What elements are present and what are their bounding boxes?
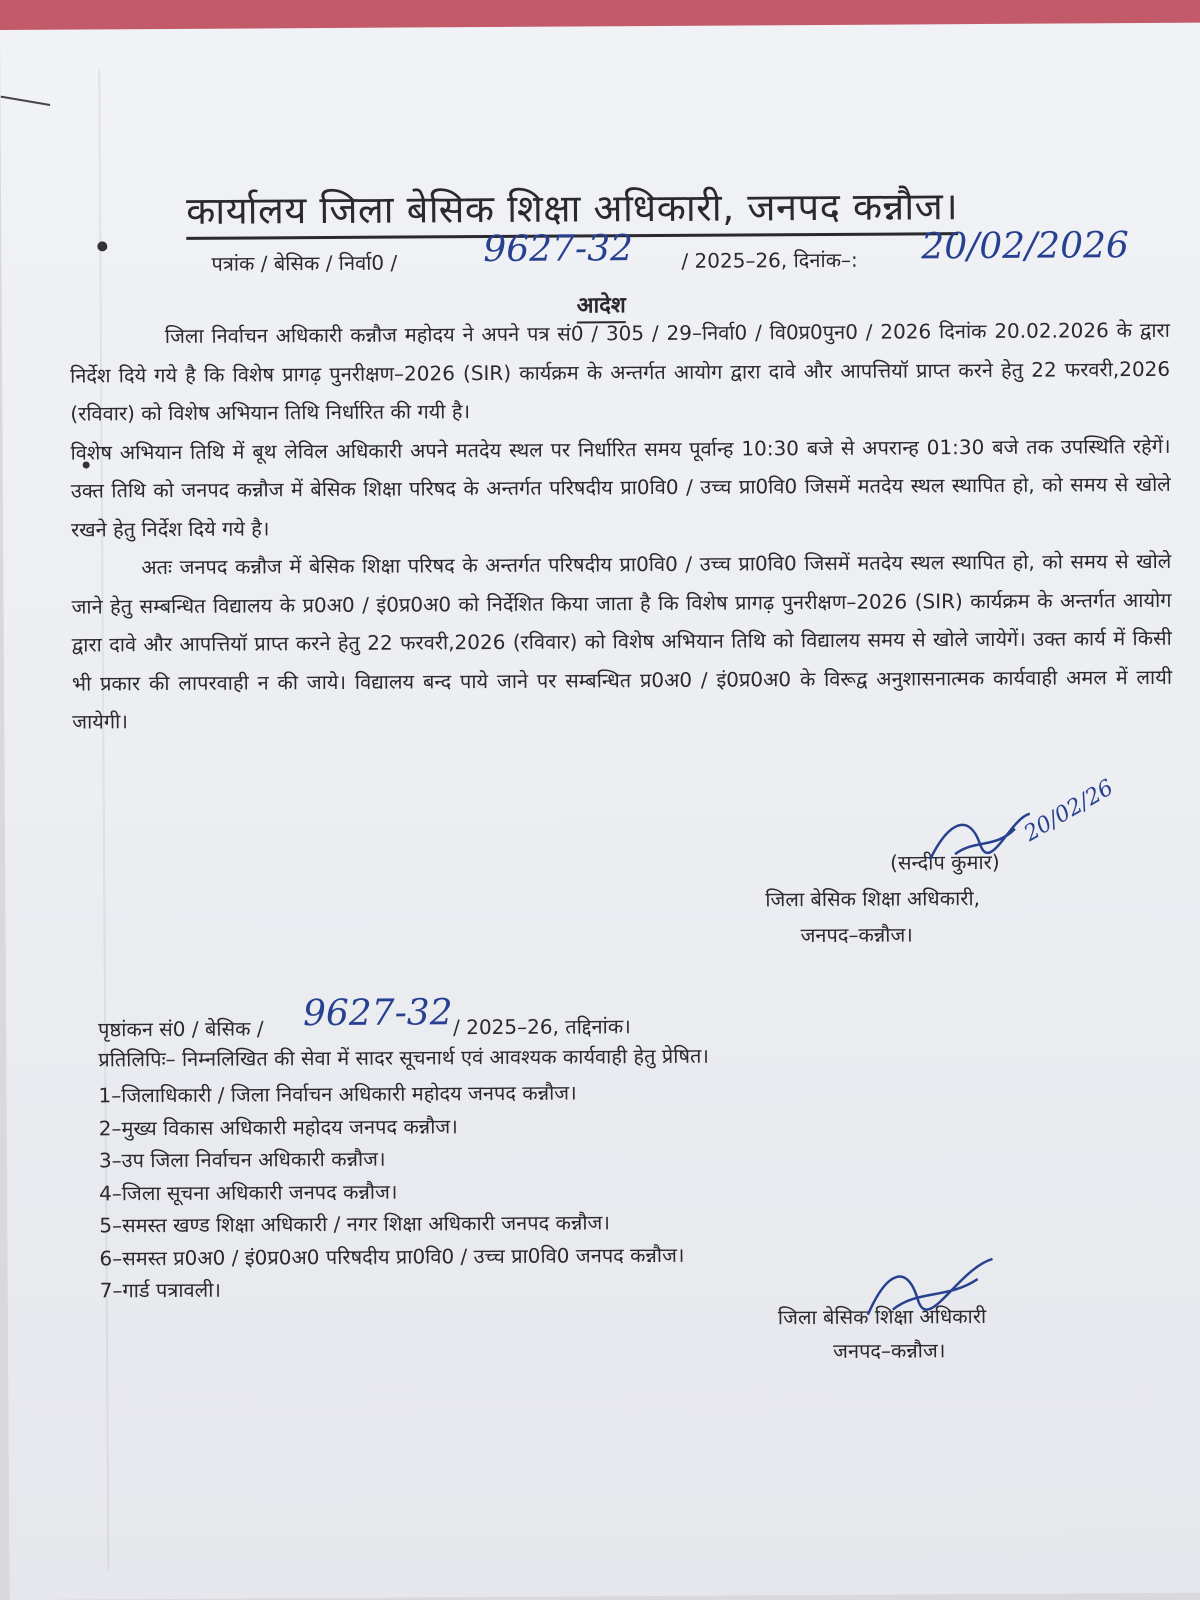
signature-block bbox=[765, 775, 1126, 953]
reference-year: / 2025–26, दिनांक–: bbox=[681, 247, 858, 273]
endorsement-number: 9627-32 bbox=[302, 992, 453, 1035]
signature-scribble bbox=[925, 809, 1035, 870]
list-item: 4–जिला सूचना अधिकारी जनपद कन्नौज। bbox=[99, 1179, 398, 1205]
fold-line bbox=[98, 69, 109, 1569]
signatory-designation: जिला बेसिक शिक्षा अधिकारी, bbox=[765, 886, 981, 912]
reference-date: 20/02/2026 bbox=[921, 225, 1129, 268]
copy-heading: प्रतिलिपिः– निम्नलिखित की सेवा में सादर सूचनार्थ एवं आवश्यक कार्यवाही हेतु प्रेषित। bbox=[98, 1043, 710, 1072]
signature-date: 20/02/26 bbox=[1019, 775, 1118, 847]
endorsement-prefix: पृष्ठांकन सं0 / बेसिक / bbox=[98, 1016, 264, 1042]
reference-prefix: पत्रांक / बेसिक / निर्वा0 / bbox=[211, 250, 398, 276]
list-item: 1–जिलाधिकारी / जिला निर्वाचन अधिकारी महोदय जनपद कन्नौज। bbox=[98, 1080, 577, 1108]
list-item: 7–गार्ड पत्रावली। bbox=[99, 1277, 222, 1303]
ink-dot bbox=[97, 241, 107, 251]
list-item: 2–मुख्य विकास अधिकारी महोदय जनपद कन्नौज। bbox=[98, 1113, 458, 1140]
footer-designation: जिला बेसिक शिक्षा अधिकारी bbox=[777, 1304, 987, 1330]
order-paragraph: जिला निर्वाचन अधिकारी कन्नौज महोदय ने अपने पत्र सं0 / 305 / 29–निर्वा0 / वि0प्र0पुन0 / 2026 दिनांक 20.02.2026 के द्वारा निर्देश दिये गये है कि विशेष प्रागढ़ पुनरीक्षण–2026 (SIR) कार्यक्रम के अन्तर्गत आयोग द्वारा दावे और आपत्तियॉ प्राप्त करने हेतु 22 फरवरी,2026 (रविवार) को विशेष अभियान तिथि निर्धारित की गयी है। bbox=[70, 317, 1171, 426]
reference-number: 9627-32 bbox=[483, 228, 634, 271]
endorsement-suffix: / 2025–26, तद्दिनांक। bbox=[453, 1014, 631, 1040]
list-item: 6–समस्त प्र0अ0 / इं0प्र0अ0 परिषदीय प्रा0वि0 / उच्च प्रा0वि0 जनपद कन्नौज। bbox=[99, 1242, 685, 1270]
signature-scribble bbox=[857, 1254, 997, 1335]
footer-district: जनपद–कन्नौज। bbox=[833, 1338, 946, 1363]
list-item: 3–उप जिला निर्वाचन अधिकारी कन्नौज। bbox=[98, 1146, 386, 1173]
endorsement-line bbox=[98, 992, 631, 1044]
document-page bbox=[0, 23, 1200, 1600]
office-heading: कार्यालय जिला बेसिक शिक्षा अधिकारी, जनपद कन्नौज। bbox=[186, 182, 958, 240]
footer-signature bbox=[778, 1299, 987, 1368]
pen-mark bbox=[1, 96, 51, 106]
order-paragraph: अतः जनपद कन्नौज में बेसिक शिक्षा परिषद के अन्तर्गत परिषदीय प्रा0वि0 / उच्च प्रा0वि0 जिसमें मतदेय स्थल स्थापित हो, को समय से खोले जाने हेतु सम्बन्धित विद्यालय के प्र0अ0 / इं0प्र0अ0 को निर्देशित किया जाता है कि विशेष प्रागढ़ पुनरीक्षण–2026 (SIR) कार्यक्रम के अन्तर्गत आयोग द्वारा दावे और आपत्तियॉ प्राप्त करने हेतु 22 फरवरी,2026 (रविवार) को विशेष अभियान तिथि को विद्यालय समय से खोले जायेगें। उक्त कार्य में किसी भी प्रकार की लापरवाही न की जाये। विद्यालय बन्द पाये जाने पर सम्बन्धित प्र0अ0 / इं0प्र0अ0 के विरूद्व अनुशासनात्मक कार्यवाही अमल में लायी जायेगी। bbox=[71, 548, 1173, 734]
signatory-district: जनपद–कन्नौज। bbox=[800, 922, 913, 948]
signatory-name: (सन्दीप कुमार) bbox=[890, 849, 1000, 875]
order-title: आदेश bbox=[577, 291, 626, 323]
order-body bbox=[70, 311, 1173, 741]
recipient-list bbox=[98, 1076, 684, 1307]
list-item: 5–समस्त खण्ड शिक्षा अधिकारी / नगर शिक्षा अधिकारी जनपद कन्नौज। bbox=[99, 1210, 611, 1238]
order-paragraph: विशेष अभियान तिथि में बूथ लेविल अधिकारी अपने मतदेय स्थल पर निर्धारित समय पूर्वान्ह 10:30 बजे से अपरान्ह 01:30 बजे तक उपस्थिति रहेगें। उक्त तिथि को जनपद कन्नौज में बेसिक शिक्षा परिषद के अन्तर्गत परिषदीय प्रा0वि0 / उच्च प्रा0वि0 जिसमें मतदेय स्थल स्थापित हो, को समय से खोले रखने हेतु निर्देश दिये गये है। bbox=[70, 433, 1171, 542]
